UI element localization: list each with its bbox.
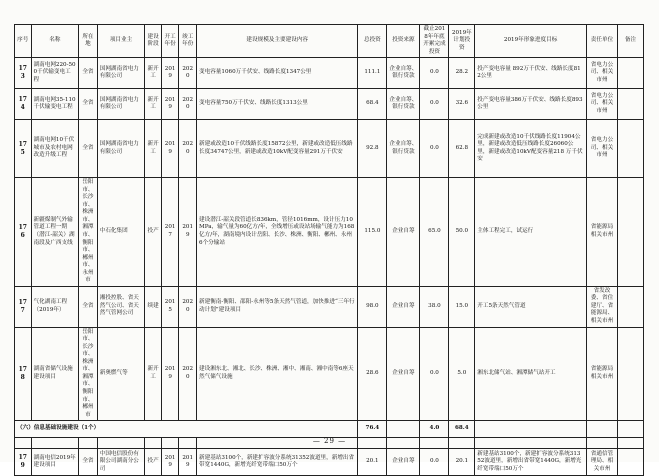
section-plan: 68.4 — [449, 421, 475, 438]
cell-done: 0.0 — [420, 89, 449, 120]
table-row — [15, 89, 644, 120]
cell-owner: 国网湖南省电力有限公司 — [97, 58, 145, 89]
cell-end: 2020 — [179, 120, 197, 178]
cell-total: 28.6 — [358, 327, 387, 421]
section-done: 4.0 — [420, 421, 449, 438]
cell-dept: 省能源局相关市州 — [586, 178, 617, 287]
cell-start: 2019 — [161, 449, 179, 476]
cell-location: 全省 — [79, 58, 98, 89]
cell-name: 湖南省储气设施建设项目 — [31, 327, 79, 421]
table-row — [15, 120, 644, 178]
cell-content: 新建或改造10千伏线路长度15872公里，新建或改造低压线路长度34747公里，新建或改造10kV配变容量291万千伏安 — [197, 120, 358, 178]
header-stage: 建设阶段 — [145, 25, 162, 58]
cell-owner: 国网湖南省电力有限公司 — [97, 120, 145, 178]
cell-done: 0.0 — [420, 327, 449, 421]
cell-stage: 新开工 — [145, 89, 162, 120]
cell-note — [618, 327, 644, 421]
header-content: 建设规模及主要建设内容 — [197, 25, 358, 58]
cell-done: 38.0 — [420, 286, 449, 327]
cell-target: 主体工程完工，试运行 — [475, 178, 587, 287]
cell-location: 全省 — [79, 286, 98, 327]
cell-start: 2019 — [161, 327, 179, 421]
table-row — [15, 178, 644, 287]
cell-dept: 省电力公司、相关市州 — [586, 89, 617, 120]
cell-note — [618, 286, 644, 327]
cell-stage: 新开工 — [145, 120, 162, 178]
cell-done: 65.0 — [420, 178, 449, 287]
cell-note — [618, 58, 644, 89]
cell-stage: 续建 — [145, 286, 162, 327]
cell-source: 企业自筹 — [387, 286, 420, 327]
header-seq: 序号 — [15, 25, 32, 58]
cell-done: 0.0 — [420, 449, 449, 476]
cell-content: 变电容量750万千伏安、线路长度1313公里 — [197, 89, 358, 120]
cell-stage: 投产 — [145, 449, 162, 476]
cell-location: 全省 — [79, 89, 98, 120]
header-plan: 2019年计划投资 — [449, 25, 475, 58]
cell-target: 开工5条天然气管道 — [475, 286, 587, 327]
cell-dept: 省能源局相关市州 — [586, 327, 617, 421]
cell-plan: 50.0 — [449, 178, 475, 287]
cell-plan: 28.2 — [449, 58, 475, 89]
cell-content: 新建衡南-衡阳、邵阳-永州等5条天然气管道，加快推进“三年行动计划”建设项目 — [197, 286, 358, 327]
cell-start: 2015 — [161, 286, 179, 327]
cell-total: 92.8 — [358, 120, 387, 178]
cell-stage: 投产 — [145, 178, 162, 287]
cell-owner: 中石化集团 — [97, 178, 145, 287]
cell-location: 岳阳市、长沙市、株洲市、湘潭市、衡阳市、郴州市、永州市 — [79, 178, 98, 287]
cell-content: 建设潜江-韶关段管道长836km，管径1016mm，设计压力10MPa，输气量为60亿方/年，全线增压或设站场输气能力为168亿方/年，湖南境内设计岳阳、长沙、株洲、衡阳、郴州、永州6个分输站 — [197, 178, 358, 287]
cell-owner: 湘投控股、省天然气公司、省天然气管网公司 — [97, 286, 145, 327]
cell-seq: 178 — [15, 327, 32, 421]
cell-end: 2019 — [179, 449, 197, 476]
cell-plan: 5.0 — [449, 327, 475, 421]
section-total: 76.4 — [358, 421, 387, 438]
cell-end: 2020 — [179, 58, 197, 89]
cell-source: 企业自筹、银行贷款 — [387, 89, 420, 120]
cell-target: 完成新建或改造10千伏线路长度11904公里，新建或改造低压线路长度26060公里，新建或改造10kV配变容量218 万千伏安 — [475, 120, 587, 178]
cell-owner: 国网湖南省电力有限公司 — [97, 89, 145, 120]
cell-stage: 新开工 — [145, 327, 162, 421]
cell-plan: 62.8 — [449, 120, 475, 178]
section-title: （六）信息基础设施建设（1个） — [15, 421, 358, 438]
cell-note — [618, 89, 644, 120]
project-table — [14, 24, 644, 476]
cell-total: 111.1 — [358, 58, 387, 89]
cell-dept: 省发改委、省住建厅、省能源局、相关市州 — [586, 286, 617, 327]
cell-owner: 新奥燃气等 — [97, 327, 145, 421]
cell-target: 投产变电容量 892万千伏安、线路长度812公里 — [475, 58, 587, 89]
section-row — [15, 421, 644, 438]
cell-target: 湘东北储气站、湘潭储气站开工 — [475, 327, 587, 421]
header-dept: 责任单位 — [586, 25, 617, 58]
cell-plan: 20.1 — [449, 449, 475, 476]
cell-end: 2020 — [179, 327, 197, 421]
cell-source: 企业自筹、银行贷款 — [387, 120, 420, 178]
table-row — [15, 449, 644, 476]
header-done: 截止2018年年底开累完成投资 — [420, 25, 449, 58]
cell-content: 变电容量1060万千伏安、线路长度1347公里 — [197, 58, 358, 89]
section-empty — [387, 421, 420, 438]
cell-start: 2019 — [161, 58, 179, 89]
cell-start: 2017 — [161, 178, 179, 287]
table-row — [15, 58, 644, 89]
cell-total: 20.1 — [358, 449, 387, 476]
cell-end: 2020 — [179, 89, 197, 120]
header-row — [15, 25, 644, 58]
cell-source: 企业自筹、银行贷款 — [387, 58, 420, 89]
cell-name: 气化湖南工程（2019年） — [31, 286, 79, 327]
cell-name: 湖南电网10千伏城市及农村电网改造升级工程 — [31, 120, 79, 178]
cell-done: 0.0 — [420, 58, 449, 89]
cell-location: 岳阳市、长沙市、株洲市、湘潭市、衡阳市、郴州市 — [79, 327, 98, 421]
header-total: 总投资 — [358, 25, 387, 58]
cell-seq: 175 — [15, 120, 32, 178]
cell-done: 0.0 — [420, 120, 449, 178]
cell-note — [618, 178, 644, 287]
section-empty — [586, 421, 617, 438]
cell-start: 2019 — [161, 89, 179, 120]
cell-seq: 176 — [15, 178, 32, 287]
cell-end: 2019 — [179, 178, 197, 287]
header-owner: 项目业主 — [97, 25, 145, 58]
cell-target: 新建基站3100个，新建扩容波分系统31352波道里，新增出省带宽1440G，新增光纤宽带端口50万个 — [475, 449, 587, 476]
cell-note — [618, 449, 644, 476]
page-number: — 29 — — [312, 437, 347, 445]
section-empty — [618, 421, 644, 438]
cell-plan: 32.6 — [449, 89, 475, 120]
cell-dept: 省电力公司、相关市州 — [586, 58, 617, 89]
cell-end: 2020 — [179, 286, 197, 327]
cell-seq: 179 — [15, 449, 32, 476]
cell-target: 投产变电容量386万千伏安、线路长度893公里 — [475, 89, 587, 120]
cell-note — [618, 120, 644, 178]
cell-start: 2019 — [161, 120, 179, 178]
cell-total: 115.0 — [358, 178, 387, 287]
cell-source: 企业自筹 — [387, 327, 420, 421]
cell-location: 全省 — [79, 449, 98, 476]
cell-seq: 174 — [15, 89, 32, 120]
header-name: 名称 — [31, 25, 79, 58]
cell-name: 湖南电网35-110千伏输变电工程 — [31, 89, 79, 120]
cell-seq: 173 — [15, 58, 32, 89]
cell-name: 湖南电网220-500千伏输变电工程 — [31, 58, 79, 89]
cell-content: 新建基站3100个，新建扩容波分系统31352波道里，新增出省带宽1440G，新增光纤宽带端口50万个 — [197, 449, 358, 476]
cell-seq: 177 — [15, 286, 32, 327]
header-source: 投资来源 — [387, 25, 420, 58]
cell-total: 98.0 — [358, 286, 387, 327]
cell-content: 建设湘东北、湘北、长沙、株洲、湘中、湘南、湘中南等6座天然气储气设施 — [197, 327, 358, 421]
header-start: 开工年份 — [161, 25, 179, 58]
header-target: 2019年形象进度目标 — [475, 25, 587, 58]
header-location: 所在地 — [79, 25, 98, 58]
cell-source: 企业自筹 — [387, 178, 420, 287]
cell-name: 新疆煤制气外输管道工程一期（潜江-韶关）湖南段及广西支线 — [31, 178, 79, 287]
section-empty — [475, 421, 587, 438]
header-note: 备注 — [618, 25, 644, 58]
cell-source: 企业自筹 — [387, 449, 420, 476]
table-row — [15, 327, 644, 421]
header-end: 竣工年份 — [179, 25, 197, 58]
cell-location: 全省 — [79, 120, 98, 178]
cell-name: 湖南电信2019年建设项目 — [31, 449, 79, 476]
cell-dept: 省电力公司、相关市州 — [586, 120, 617, 178]
cell-plan: 15.0 — [449, 286, 475, 327]
cell-total: 68.4 — [358, 89, 387, 120]
cell-dept: 省通信管理局、相关市州 — [586, 449, 617, 476]
cell-owner: 中国电信股份有限公司湖南分公司 — [97, 449, 145, 476]
table-row — [15, 286, 644, 327]
cell-stage: 新开工 — [145, 58, 162, 89]
